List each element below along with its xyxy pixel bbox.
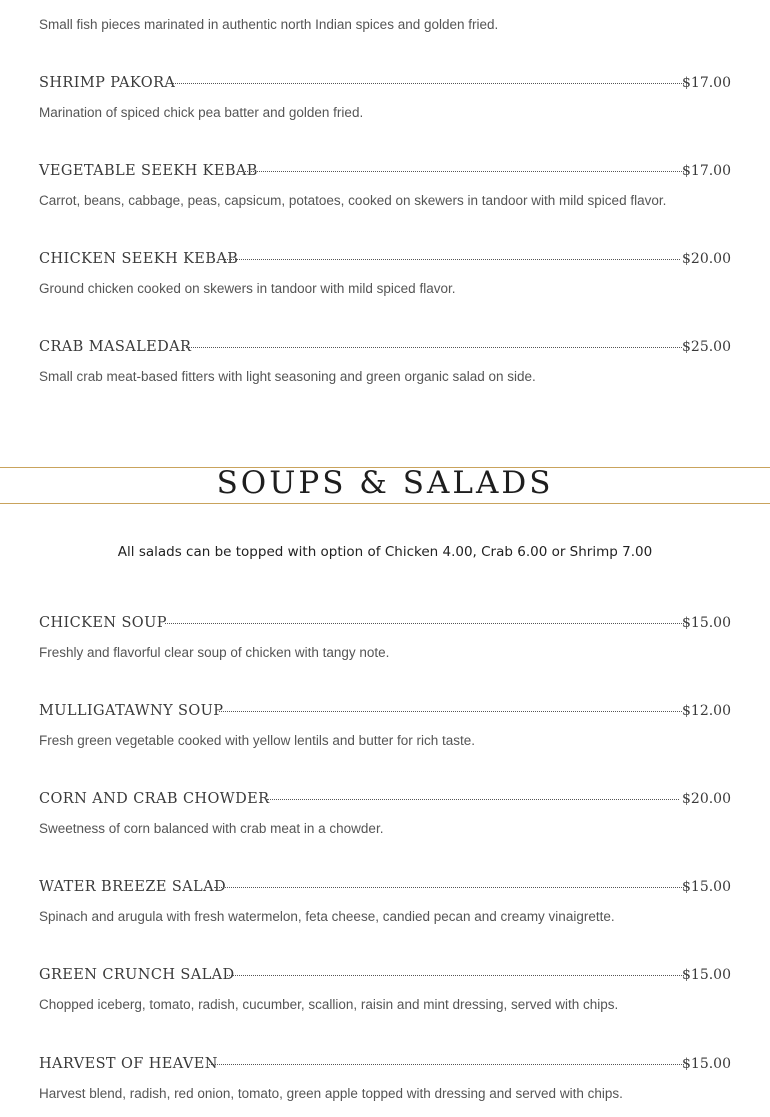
dotted-leader [223,259,680,260]
dotted-leader [267,799,679,800]
dotted-leader [173,83,684,84]
menu-item-name: HARVEST OF HEAVEN [39,1056,218,1072]
menu-item-price: $20.00 [682,251,731,267]
menu-item-name: SHRIMP PAKORA [39,75,176,91]
section-divider-bottom [0,503,770,504]
dotted-leader [165,623,684,624]
menu-item-description: Small crab meat-based fitters with light seasoning and green organic salad on side. [39,369,536,384]
menu-item-description: Ground chicken cooked on skewers in tandoor with mild spiced flavor. [39,281,456,296]
menu-item-name: VEGETABLE SEEKH KEBAB [39,163,258,179]
menu-item-description: Chopped iceberg, tomato, radish, cucumber, scallion, raisin and mint dressing, served with chips. [39,997,619,1012]
menu-item-description: Spinach and arugula with fresh watermelon, feta cheese, candied pecan and creamy vinaigrette. [39,909,615,924]
menu-item-description: Carrot, beans, cabbage, peas, capsicum, potatoes, cooked on skewers in tandoor with mild spiced flavor. [39,193,667,208]
menu-item-price: $20.00 [682,791,731,807]
dotted-leader [227,975,684,976]
dotted-leader [209,1064,684,1065]
menu-item-name: CRAB MASALEDAR [39,339,192,355]
menu-item-price: $15.00 [682,1056,731,1072]
menu-item-name: CHICKEN SOUP [39,615,167,631]
menu-item-description: Small fish pieces marinated in authentic north Indian spices and golden fried. [39,17,499,32]
menu-item-price: $15.00 [682,879,731,895]
menu-item-price: $15.00 [682,615,731,631]
section-title: SOUPS & SALADS [216,465,554,501]
menu-item-price: $17.00 [682,163,731,179]
menu-item-price: $12.00 [682,703,731,719]
dotted-leader [186,347,682,348]
menu-item-price: $15.00 [682,967,731,983]
menu-item-description: Fresh green vegetable cooked with yellow lentils and butter for rich taste. [39,733,475,748]
menu-item-description: Harvest blend, radish, red onion, tomato, green apple topped with dressing and served with chips. [39,1086,623,1101]
menu-item-name: CHICKEN SEEKH KEBAB [39,251,239,267]
dotted-leader [214,887,684,888]
menu-item-description: Marination of spiced chick pea batter and golden fried. [39,105,364,120]
menu-item-name: CORN AND CRAB CHOWDER [39,791,270,807]
menu-item-name: GREEN CRUNCH SALAD [39,967,235,983]
section-note: All salads can be topped with option of Chicken 4.00, Crab 6.00 or Shrimp 7.00 [117,544,653,560]
menu-item-description: Freshly and flavorful clear soup of chicken with tangy note. [39,645,390,660]
menu-item-name: WATER BREEZE SALAD [39,879,226,895]
menu-item-name: MULLIGATAWNY SOUP [39,703,224,719]
dotted-leader [219,711,682,712]
menu-item-price: $17.00 [682,75,731,91]
menu-item-description: Sweetness of corn balanced with crab meat in a chowder. [39,821,384,836]
menu-item-price: $25.00 [682,339,731,355]
dotted-leader [238,171,684,172]
